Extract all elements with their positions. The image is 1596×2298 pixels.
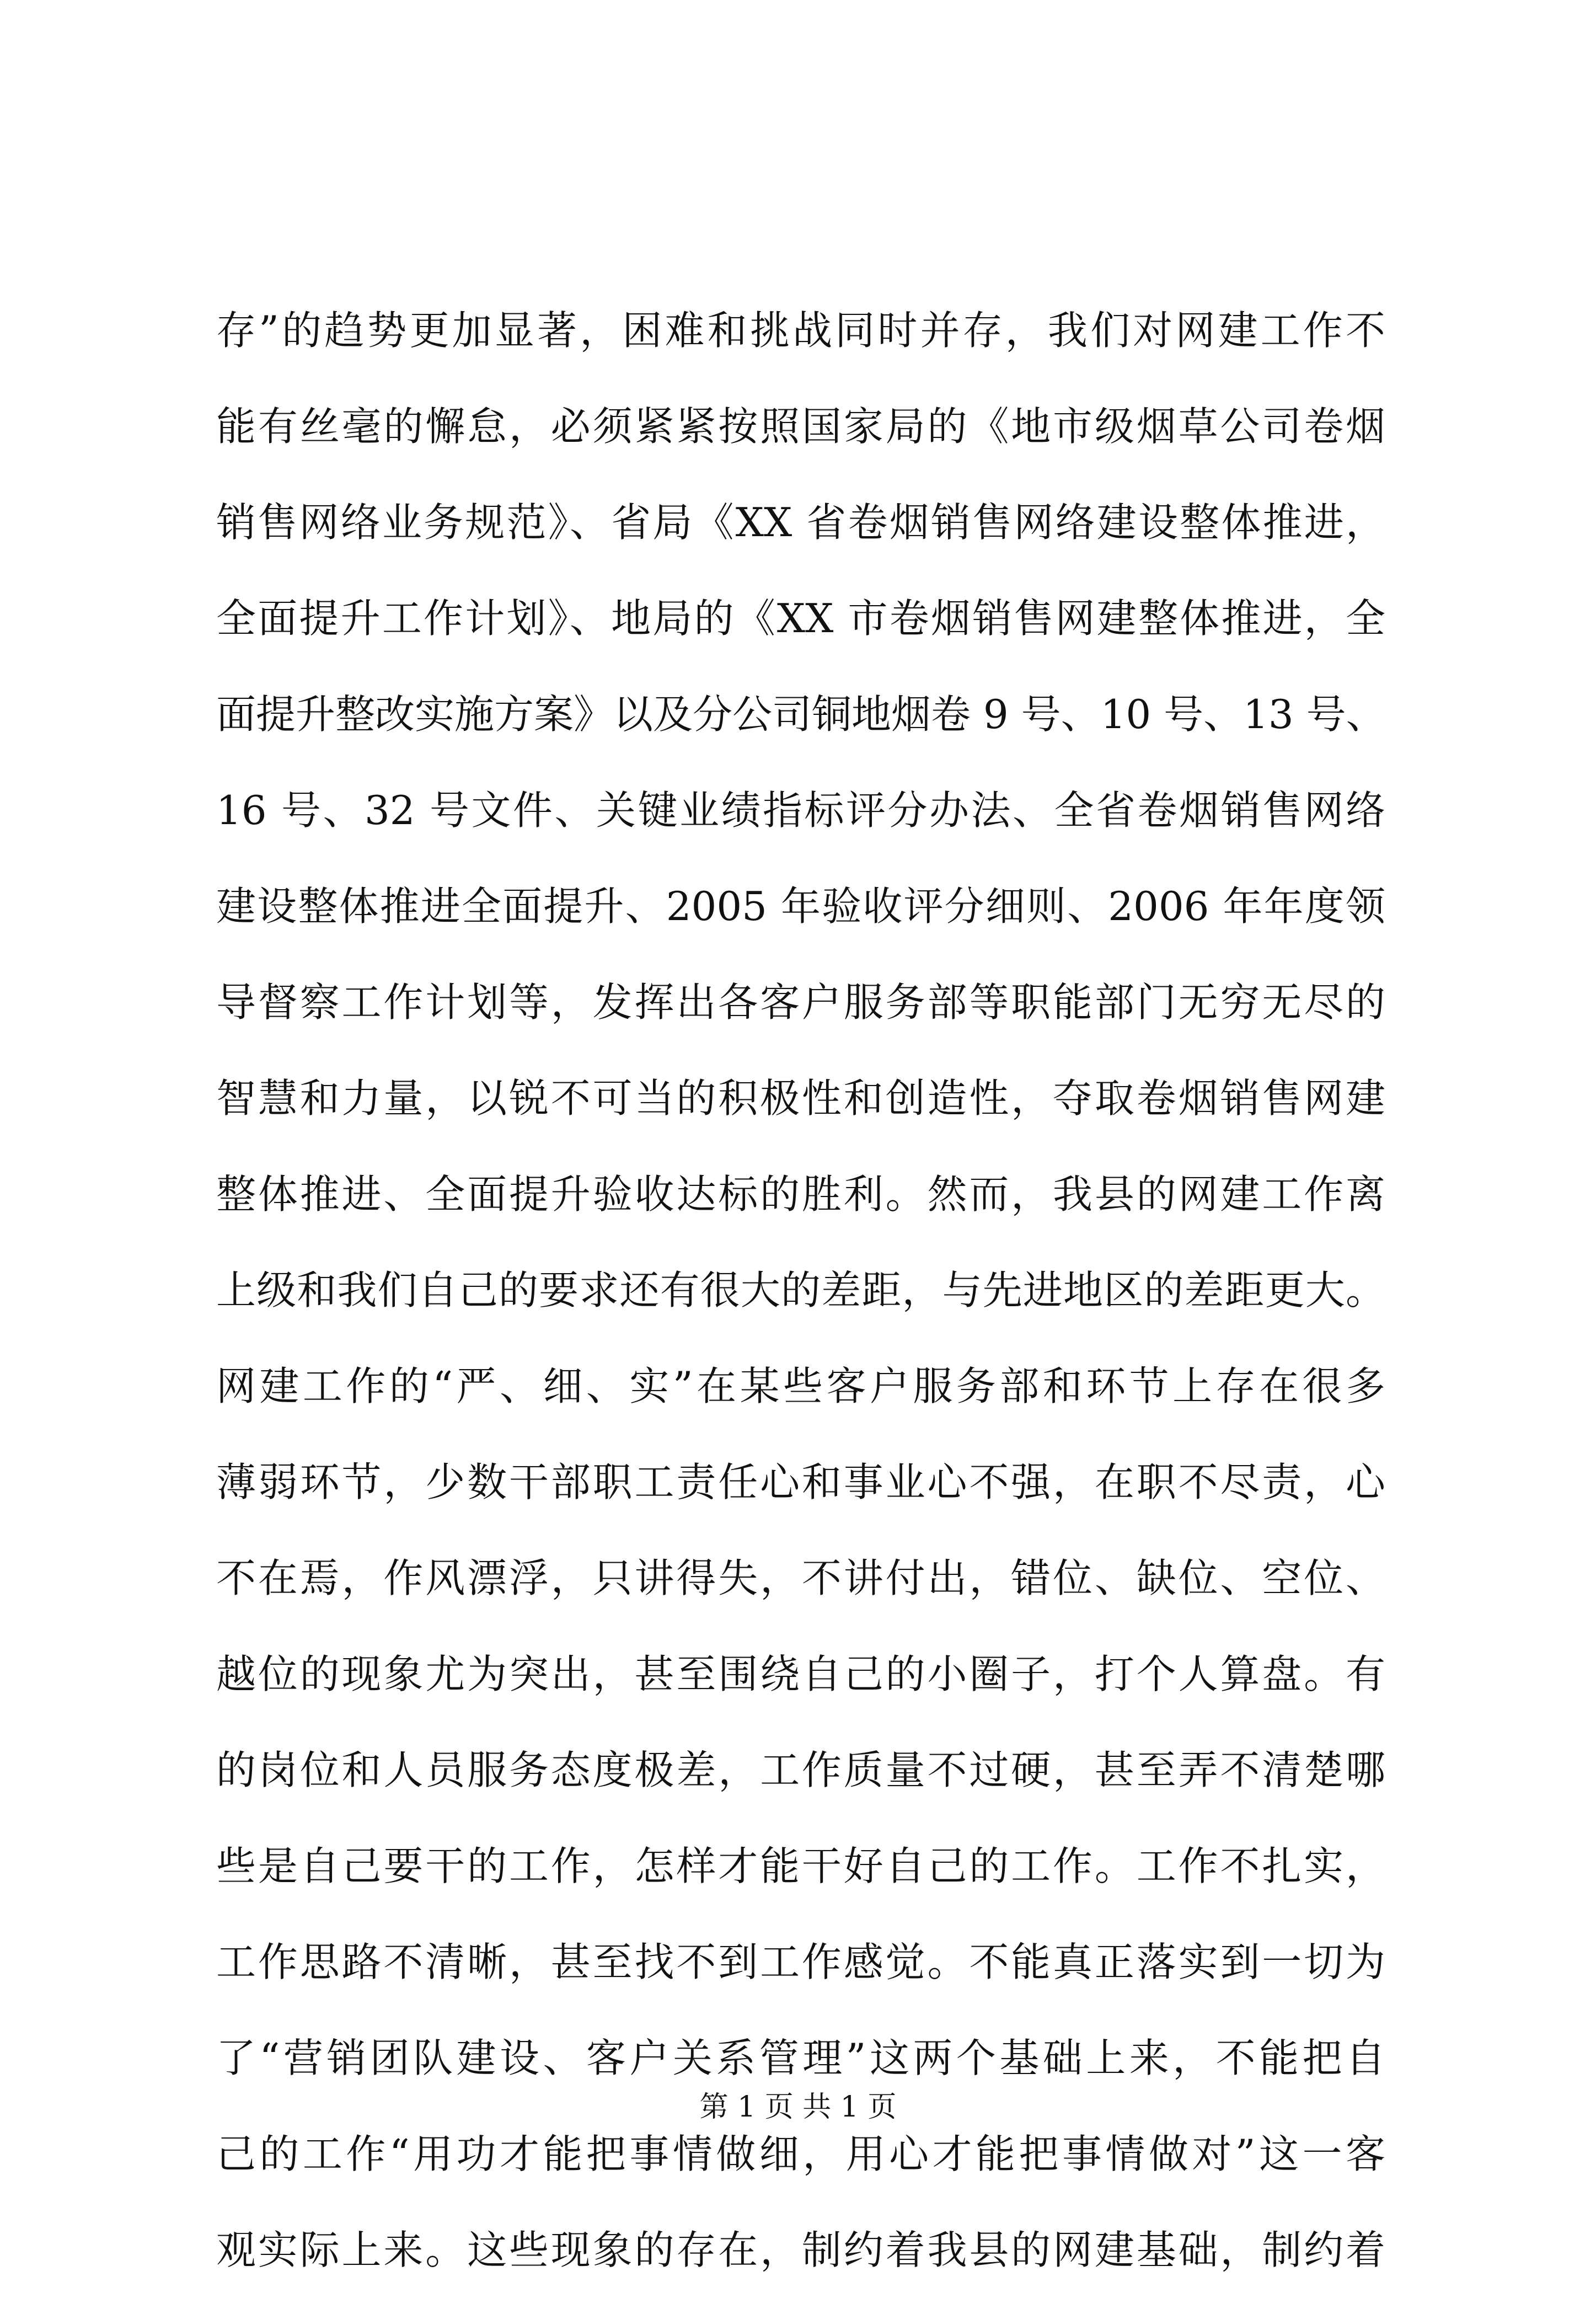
- text-line: 智慧和力量，以锐不可当的积极性和创造性，夺取卷烟销售网建: [216, 1075, 1385, 1121]
- text-line: 的岗位和人员服务态度极差，工作质量不过硬，甚至弄不清楚哪: [216, 1747, 1385, 1793]
- text-line: 整体推进、全面提升验收达标的胜利。然而，我县的网建工作离: [216, 1171, 1385, 1217]
- body-paragraph: [216, 282, 1385, 2298]
- text-line: 16 号、32 号文件、关键业绩指标评分办法、全省卷烟销售网络: [216, 787, 1385, 833]
- text-line: 上级和我们自己的要求还有很大的差距，与先进地区的差距更大。: [216, 1267, 1385, 1313]
- text-line: 越位的现象尤为突出，甚至围绕自己的小圈子，打个人算盘。有: [216, 1651, 1385, 1697]
- text-line: 能有丝毫的懈怠，必须紧紧按照国家局的《地市级烟草公司卷烟: [216, 403, 1385, 450]
- text-line: 网建工作的“严、细、实”在某些客户服务部和环节上存在很多: [216, 1363, 1385, 1409]
- text-line: 己的工作“用功才能把事情做细，用心才能把事情做对”这一客: [216, 2131, 1385, 2177]
- text-line: 导督察工作计划等，发挥出各客户服务部等职能部门无穷无尽的: [216, 979, 1385, 1025]
- text-line: 销售网络业务规范》、省局《XX 省卷烟销售网络建设整体推进，: [216, 499, 1385, 546]
- text-line: 建设整体推进全面提升、2005 年验收评分细则、2006 年年度领: [216, 883, 1385, 929]
- text-line: 薄弱环节，少数干部职工责任心和事业心不强，在职不尽责，心: [216, 1459, 1385, 1505]
- text-line: 面提升整改实施方案》以及分公司铜地烟卷 9 号、10 号、13 号、: [216, 691, 1386, 738]
- text-line: 存”的趋势更加显著，困难和挑战同时并存，我们对网建工作不: [216, 307, 1385, 354]
- text-line: 全面提升工作计划》、地局的《XX 市卷烟销售网建整体推进，全: [216, 595, 1385, 642]
- text-line: 不在焉，作风漂浮，只讲得失，不讲付出，错位、缺位、空位、: [216, 1555, 1385, 1601]
- text-line: 工作思路不清晰，甚至找不到工作感觉。不能真正落实到一切为: [216, 1939, 1385, 1985]
- page-footer: [0, 2091, 1596, 2124]
- text-line: 些是自己要干的工作，怎样才能干好自己的工作。工作不扎实，: [216, 1843, 1385, 1889]
- page-number: 第 1 页 共 1 页: [699, 2091, 897, 2124]
- text-line: 了“营销团队建设、客户关系管理”这两个基础上来，不能把自: [216, 2035, 1385, 2081]
- text-line: 观实际上来。这些现象的存在，制约着我县的网建基础，制约着: [216, 2227, 1385, 2273]
